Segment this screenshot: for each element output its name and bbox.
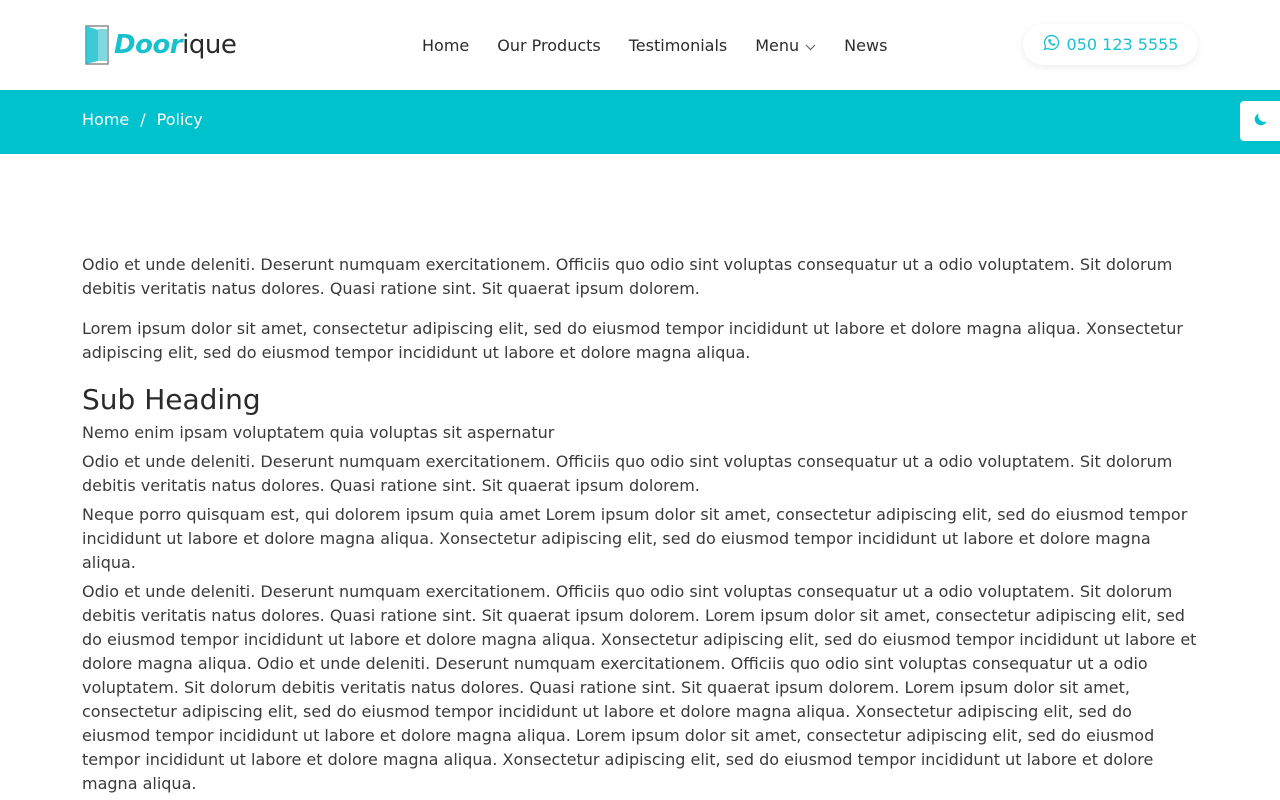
door-icon [84, 25, 110, 65]
breadcrumb-home[interactable]: Home [82, 110, 130, 129]
site-header [0, 0, 1280, 90]
breadcrumb-current: Policy [156, 110, 203, 129]
breadcrumb [82, 110, 203, 129]
content-paragraph: Odio et unde deleniti. Deserunt numquam exercitationem. Officiis quo odio sint voluptas consequatur ut a odio voluptatem. Sit dolorum debitis veritatis natus dolores. Quasi ratione sint. Sit quaerat ipsum dolorem. [82, 452, 1173, 495]
moon-icon [1252, 111, 1269, 132]
content-paragraph: Neque porro quisquam est, qui dolorem ipsum quia amet Lorem ipsum dolor sit amet, consectetur adipiscing elit, sed do eiusmod tempor incididunt ut labore et dolore magna aliqua. Xonsectetur adipiscing elit, sed do eiusmod tempor incididunt ut labore et dolore magna aliqua. [82, 505, 1188, 572]
logo-text-suffix: ique [182, 30, 237, 60]
nav-item-news[interactable]: News [844, 35, 888, 55]
nav-item-testimonials[interactable]: Testimonials [628, 35, 728, 55]
chevron-down-icon [805, 36, 816, 55]
nav-item-home[interactable]: Home [422, 35, 470, 55]
content-paragraph: Lorem ipsum dolor sit amet, consectetur adipiscing elit, sed do eiusmod tempor incididunt ut labore et dolore magna aliqua. Xonsectetur adipiscing elit, sed do eiusmod tempor incididunt ut labore et dolore magna aliqua. [82, 319, 1183, 362]
logo-text [114, 32, 236, 58]
content-paragraph: Odio et unde deleniti. Deserunt numquam exercitationem. Officiis quo odio sint voluptas consequatur ut a odio voluptatem. Sit dolorum debitis veritatis natus dolores. Quasi ratione sint. Sit quaerat ipsum dolorem. [82, 255, 1173, 298]
phone-number: 050 123 5555 [1066, 35, 1179, 54]
logo-text-brand: Door [114, 30, 183, 60]
phone-button[interactable] [1023, 24, 1198, 65]
nav-item-menu-label: Menu [755, 35, 800, 55]
breadcrumb-bar [0, 90, 1280, 154]
content-paragraph: Nemo enim ipsam voluptatem quia voluptas sit aspernatur [82, 423, 555, 442]
policy-content [82, 253, 1198, 796]
breadcrumb-separator: / [140, 110, 146, 129]
nav-item-our-products[interactable]: Our Products [497, 35, 601, 55]
nav-item-menu[interactable] [755, 36, 816, 55]
dark-mode-toggle[interactable] [1240, 101, 1280, 141]
sub-heading: Sub Heading [82, 383, 261, 416]
main-nav [408, 33, 901, 57]
whatsapp-icon [1043, 34, 1060, 55]
content-paragraph: Odio et unde deleniti. Deserunt numquam exercitationem. Officiis quo odio sint voluptas consequatur ut a odio voluptatem. Sit dolorum debitis veritatis natus dolores. Quasi ratione sint. Sit quaerat ipsum dolorem. Lorem ipsum dolor sit amet, consectetur adipiscing elit, sed do eiusmod tempor incididunt ut labore et dolore magna aliqua. Xonsectetur adipiscing elit, sed do eiusmod tempor incididunt ut labore et dolore magna aliqua. Odio et unde deleniti. Deserunt numquam exercitationem. Officiis quo odio sint voluptas consequatur ut a odio voluptatem. Sit dolorum debitis veritatis natus dolores. Quasi ratione sint. Sit quaerat ipsum dolorem. Lorem ipsum dolor sit amet, consectetur adipiscing elit, sed do eiusmod tempor incididunt ut labore et dolore magna aliqua. Xonsectetur adipiscing elit, sed do eiusmod tempor incididunt ut labore et dolore magna aliqua. Lorem ipsum dolor sit amet, consectetur adipiscing elit, sed do eiusmod tempor incididunt ut labore et dolore magna aliqua. Xonsectetur adipiscing elit, sed do eiusmod tempor incididunt ut labore et dolore magna aliqua. [82, 582, 1197, 793]
site-logo[interactable] [84, 24, 236, 66]
